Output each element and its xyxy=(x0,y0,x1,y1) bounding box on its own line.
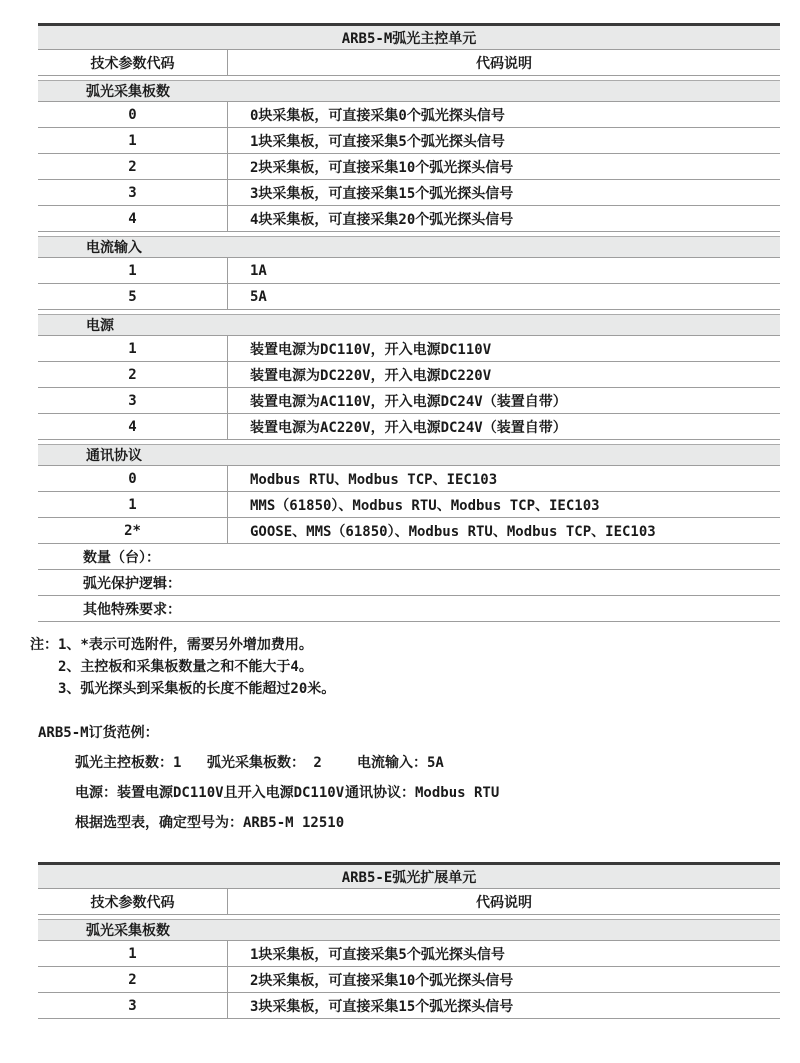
table-row xyxy=(38,258,780,284)
table-row xyxy=(38,336,780,362)
param-code-cell: 3 xyxy=(128,184,137,201)
description-cell: 3块采集板，可直接采集15个弧光探头信号 xyxy=(227,993,780,1018)
description-cell: 1块采集板，可直接采集5个弧光探头信号 xyxy=(227,941,780,966)
section-row-protocol xyxy=(38,444,780,466)
description-cell: 3块采集板，可直接采集15个弧光探头信号 xyxy=(227,180,780,205)
param-code-cell: 4 xyxy=(128,210,137,227)
section-row-power-supply xyxy=(38,314,780,336)
example-line-1 xyxy=(38,752,800,774)
example-main-board-count: 弧光主控板数：1 xyxy=(75,755,182,771)
notes-block xyxy=(30,634,800,700)
section-label: 通讯协议 xyxy=(86,448,142,464)
section-label: 电流输入 xyxy=(86,240,142,256)
param-code-cell: 2 xyxy=(128,366,137,383)
section-label: 弧光采集板数 xyxy=(86,84,170,100)
table-title: ARB5-M弧光主控单元 xyxy=(341,30,477,47)
table-row xyxy=(38,128,780,154)
section-label: 弧光采集板数 xyxy=(86,923,170,939)
param-code-cell: 3 xyxy=(128,392,137,409)
section-row-collector-count xyxy=(38,80,780,102)
order-quantity-row xyxy=(38,544,780,570)
example-line-2 xyxy=(38,782,800,804)
column-header-code: 技术参数代码 xyxy=(90,894,175,911)
protection-logic-row xyxy=(38,570,780,596)
example-line-3 xyxy=(38,812,800,834)
table-title: ARB5-E弧光扩展单元 xyxy=(341,869,477,886)
order-field-label: 弧光保护逻辑： xyxy=(83,575,181,592)
example-power-supply: 电源：装置电源DC110V且开入电源DC110V xyxy=(75,785,345,801)
table-row xyxy=(38,967,780,993)
param-code-cell: 0 xyxy=(128,106,137,123)
table-row xyxy=(38,388,780,414)
description-cell: 4块采集板，可直接采集20个弧光探头信号 xyxy=(227,206,780,231)
description-cell: 装置电源为DC220V，开入电源DC220V xyxy=(227,362,780,387)
table-row xyxy=(38,993,780,1019)
order-field-label: 数量（台）： xyxy=(83,549,160,566)
param-code-cell: 1 xyxy=(128,340,137,357)
section-row-collector-count xyxy=(38,919,780,941)
example-title: ARB5-M订货范例： xyxy=(38,725,159,741)
param-code-cell: 2 xyxy=(128,158,137,175)
param-code-cell: 0 xyxy=(128,470,137,487)
table-row xyxy=(38,102,780,128)
special-requirements-row xyxy=(38,596,780,622)
table-row xyxy=(38,206,780,232)
description-cell: 1A xyxy=(227,258,780,283)
note-line-2: 2、主控板和采集板数量之和不能大于4。 xyxy=(58,659,313,675)
table-title-row xyxy=(38,865,780,889)
param-code-cell: 3 xyxy=(128,997,137,1014)
param-code-cell: 1 xyxy=(128,262,137,279)
column-header-code: 技术参数代码 xyxy=(90,55,175,72)
column-header-description: 代码说明 xyxy=(227,50,780,75)
section-label: 电源 xyxy=(86,318,114,334)
note-line-1 xyxy=(30,634,800,656)
table-title-row xyxy=(38,26,780,50)
example-collector-count: 弧光采集板数： 2 xyxy=(207,755,322,771)
section-row-current-input xyxy=(38,236,780,258)
description-cell: 装置电源为AC220V，开入电源DC24V（装置自带） xyxy=(227,414,780,439)
param-code-cell: 4 xyxy=(128,418,137,435)
table-row xyxy=(38,414,780,440)
arb5m-ordering-table xyxy=(38,23,780,622)
param-code-cell: 1 xyxy=(128,132,137,149)
order-field-label: 其他特殊要求： xyxy=(83,601,181,618)
table-row xyxy=(38,284,780,310)
note-item: 1、*表示可选附件，需要另外增加费用。 xyxy=(58,637,313,653)
description-cell: 5A xyxy=(227,284,780,309)
arb5e-ordering-table xyxy=(38,862,780,1019)
example-model-result: 根据选型表，确定型号为：ARB5-M 12510 xyxy=(75,815,345,831)
table-row xyxy=(38,518,780,544)
table-header-row xyxy=(38,50,780,76)
description-cell: 2块采集板，可直接采集10个弧光探头信号 xyxy=(227,154,780,179)
description-cell: 1块采集板，可直接采集5个弧光探头信号 xyxy=(227,128,780,153)
table-row xyxy=(38,466,780,492)
notes-prefix: 注： xyxy=(30,637,58,653)
table-row xyxy=(38,492,780,518)
table-row xyxy=(38,362,780,388)
description-cell: 2块采集板，可直接采集10个弧光探头信号 xyxy=(227,967,780,992)
description-cell: GOOSE、MMS（61850）、Modbus RTU、Modbus TCP、IEC103 xyxy=(227,518,780,543)
column-header-description: 代码说明 xyxy=(227,889,780,914)
ordering-example-block xyxy=(38,722,800,834)
param-code-cell: 1 xyxy=(128,945,137,962)
description-cell: Modbus RTU、Modbus TCP、IEC103 xyxy=(227,466,780,491)
table-row xyxy=(38,941,780,967)
example-current-input: 电流输入：5A xyxy=(357,755,444,771)
table-row xyxy=(38,154,780,180)
example-protocol: 通讯协议：Modbus RTU xyxy=(345,785,500,801)
table-row xyxy=(38,180,780,206)
description-cell: 装置电源为DC110V，开入电源DC110V xyxy=(227,336,780,361)
param-code-cell: 1 xyxy=(128,496,137,513)
description-cell: MMS（61850）、Modbus RTU、Modbus TCP、IEC103 xyxy=(227,492,780,517)
note-line-3: 3、弧光探头到采集板的长度不能超过20米。 xyxy=(58,681,336,697)
param-code-cell: 5 xyxy=(128,288,137,305)
param-code-cell: 2* xyxy=(124,522,141,539)
description-cell: 0块采集板，可直接采集0个弧光探头信号 xyxy=(227,102,780,127)
description-cell: 装置电源为AC110V，开入电源DC24V（装置自带） xyxy=(227,388,780,413)
table-header-row xyxy=(38,889,780,915)
param-code-cell: 2 xyxy=(128,971,137,988)
